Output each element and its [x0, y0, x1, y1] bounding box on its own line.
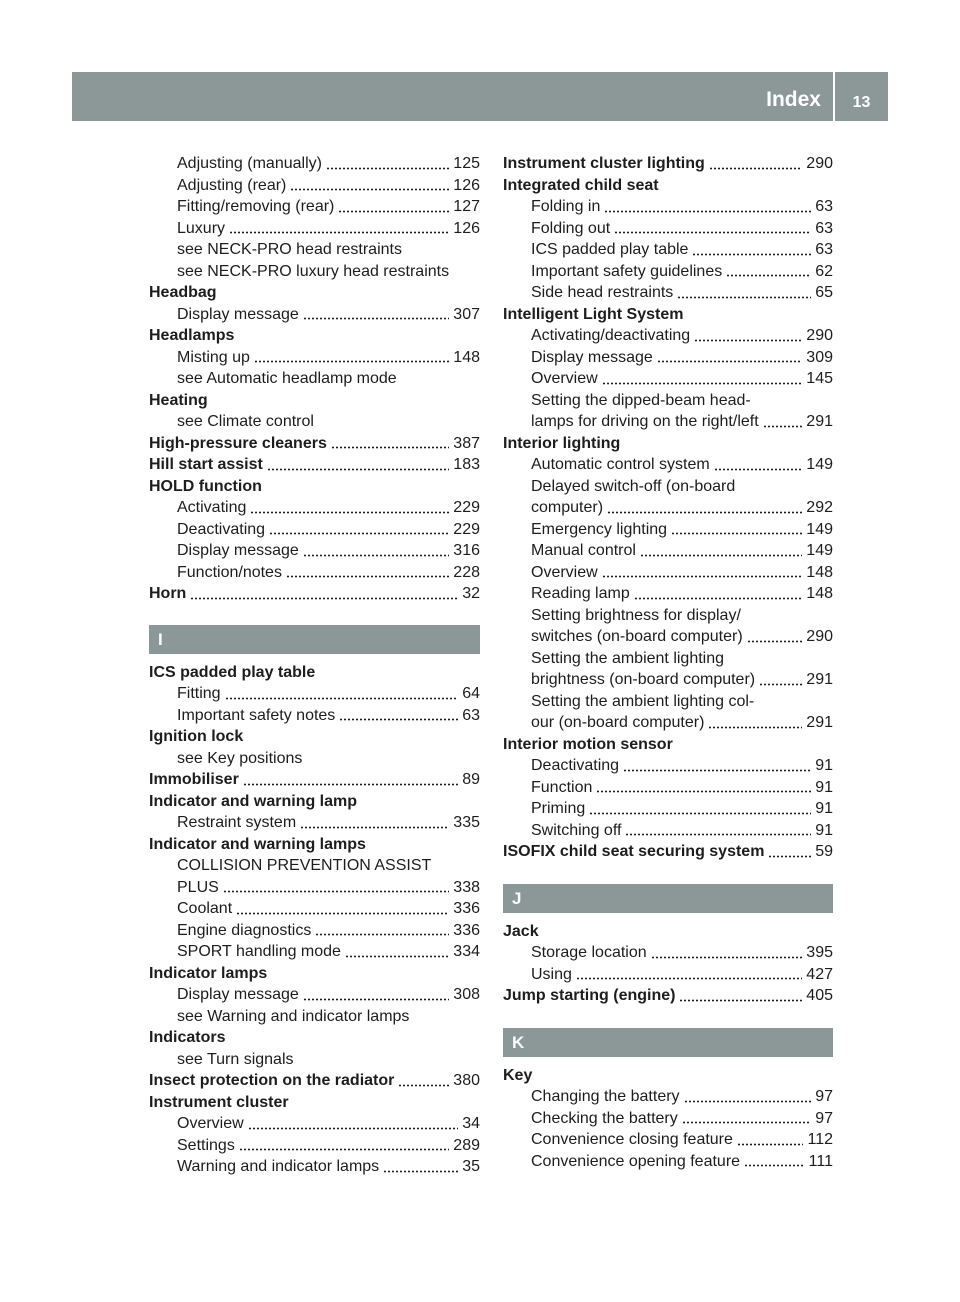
index-heading[interactable]: [149, 433, 480, 455]
page-reference[interactable]: 112: [807, 1131, 833, 1148]
page-reference[interactable]: 59: [815, 843, 833, 860]
dot-leader: [640, 554, 802, 557]
page-reference[interactable]: 338: [453, 878, 480, 896]
entry-text: Using: [531, 965, 572, 983]
entry-text: Indicator and warning lamps: [149, 835, 366, 853]
page-reference[interactable]: 97: [815, 1088, 833, 1105]
entry-text: Important safety notes: [177, 706, 336, 724]
index-subentry[interactable]: [503, 454, 833, 476]
index-subentry[interactable]: [149, 683, 480, 705]
dot-leader: [625, 833, 811, 836]
index-heading: [149, 1027, 480, 1049]
entry-text: Setting the dipped-beam head-: [531, 391, 751, 409]
page-reference[interactable]: 380: [453, 1072, 480, 1089]
dot-leader: [576, 977, 802, 980]
entry-text: ICS padded play table: [149, 663, 316, 681]
page-reference[interactable]: 292: [806, 499, 833, 516]
dot-leader: [692, 253, 811, 256]
index-subentry[interactable]: [149, 812, 480, 834]
dot-leader: [254, 360, 449, 363]
index-column-left: [149, 153, 480, 1178]
page-reference[interactable]: 111: [808, 1152, 833, 1170]
page-reference[interactable]: 127: [453, 198, 480, 215]
index-subentry[interactable]: [149, 519, 480, 541]
index-subentry[interactable]: [149, 497, 480, 519]
dot-leader: [677, 296, 811, 299]
page-reference[interactable]: 97: [815, 1109, 833, 1127]
page-reference[interactable]: 149: [806, 456, 833, 473]
page-reference[interactable]: 32: [462, 585, 480, 602]
page-reference[interactable]: 63: [815, 198, 833, 215]
page-reference[interactable]: 89: [462, 771, 480, 788]
entry-text: Jump starting (engine): [503, 987, 676, 1004]
dot-leader: [596, 790, 811, 793]
index-subentry[interactable]: [149, 920, 480, 942]
dot-leader: [657, 360, 802, 363]
index-subentry[interactable]: [149, 562, 480, 584]
index-subentry[interactable]: [503, 583, 833, 605]
entry-text: Interior lighting: [503, 434, 621, 452]
index-heading[interactable]: [149, 583, 480, 605]
entry-text: Activating/deactivating: [531, 327, 691, 344]
index-heading: [503, 921, 833, 943]
index-subentry[interactable]: [503, 1086, 833, 1108]
entry-text: Misting up: [177, 348, 250, 366]
index-heading[interactable]: [149, 1070, 480, 1092]
entry-text: see NECK-PRO luxury head restraints: [177, 262, 450, 280]
index-subentry: [149, 1006, 480, 1028]
index-heading[interactable]: [503, 985, 833, 1007]
entry-text: Fitting/removing (rear): [177, 198, 335, 215]
index-subentry[interactable]: [503, 755, 833, 777]
index-heading: [149, 834, 480, 856]
index-subentry: [503, 648, 833, 670]
page-reference[interactable]: 289: [453, 1136, 480, 1154]
entry-text: Fitting: [177, 685, 221, 702]
dot-leader: [682, 1121, 811, 1124]
letter-section-j: J: [503, 884, 833, 913]
index-subentry[interactable]: [503, 798, 833, 820]
index-heading: [503, 734, 833, 756]
index-subentry[interactable]: [503, 497, 833, 519]
index-heading: [149, 325, 480, 347]
page-reference[interactable]: 148: [806, 563, 833, 581]
page-reference[interactable]: 35: [462, 1158, 480, 1175]
entry-text: Switching off: [531, 821, 622, 839]
index-subentry[interactable]: [149, 304, 480, 326]
entry-text: Restraint system: [177, 814, 297, 831]
entry-text: ISOFIX child seat securing system: [503, 843, 765, 860]
entry-text: Interior motion sensor: [503, 735, 673, 753]
entry-text: Indicator lamps: [149, 964, 268, 982]
entry-text: Coolant: [177, 900, 233, 917]
page-reference[interactable]: 91: [815, 757, 833, 774]
index-subentry[interactable]: [149, 1113, 480, 1135]
index-heading[interactable]: [503, 841, 833, 863]
entry-text: Folding in: [531, 198, 601, 215]
index-subentry[interactable]: [149, 196, 480, 218]
index-subentry[interactable]: [149, 347, 480, 369]
page-reference[interactable]: 336: [453, 900, 480, 917]
page-reference[interactable]: 149: [806, 542, 833, 559]
entry-text: ICS padded play table: [531, 241, 689, 258]
page-reference[interactable]: 34: [462, 1115, 480, 1132]
dot-leader: [339, 718, 458, 721]
entry-text: see Key positions: [177, 749, 303, 767]
entry-text: Luxury: [177, 219, 226, 237]
page-reference[interactable]: 91: [815, 800, 833, 817]
entry-text: Setting brightness for display/: [531, 606, 741, 624]
dot-leader: [763, 425, 803, 428]
page-reference[interactable]: 229: [453, 520, 480, 538]
dot-leader: [747, 640, 803, 643]
entry-text: Deactivating: [531, 757, 620, 774]
index-subentry[interactable]: [503, 1129, 833, 1151]
page-reference[interactable]: 63: [815, 219, 833, 237]
entry-text: Manual control: [531, 542, 636, 559]
index-heading: [149, 390, 480, 412]
index-subentry: [503, 605, 833, 627]
entry-text: Horn: [149, 585, 187, 602]
page-reference[interactable]: 308: [453, 986, 480, 1003]
dot-leader: [229, 231, 449, 234]
entry-text: computer): [531, 499, 604, 516]
index-heading[interactable]: [149, 769, 480, 791]
page-reference[interactable]: 405: [806, 987, 833, 1004]
dot-leader: [331, 446, 449, 449]
index-subentry[interactable]: [503, 218, 833, 240]
index-subentry[interactable]: [503, 325, 833, 347]
page-reference[interactable]: 125: [453, 155, 480, 172]
dot-leader: [768, 855, 811, 858]
dot-leader: [250, 511, 449, 514]
index-subentry[interactable]: [149, 1135, 480, 1157]
index-subentry[interactable]: [503, 942, 833, 964]
entry-text: Heating: [149, 391, 208, 409]
page-number: 13: [852, 94, 871, 111]
page-reference[interactable]: 126: [453, 219, 480, 237]
dot-leader: [190, 597, 458, 600]
dot-leader: [243, 783, 458, 786]
entry-text: Display message: [177, 542, 299, 559]
entry-text: Overview: [177, 1115, 244, 1132]
index-heading: [503, 1065, 833, 1087]
index-subentry: [149, 368, 480, 390]
index-subentry[interactable]: [149, 175, 480, 197]
dot-leader: [679, 999, 802, 1002]
index-subentry[interactable]: [503, 347, 833, 369]
page-reference[interactable]: 387: [453, 434, 480, 452]
entry-text: Delayed switch-off (on-board: [531, 477, 736, 495]
entry-text: Changing the battery: [531, 1088, 680, 1105]
entry-text: Instrument cluster: [149, 1093, 289, 1111]
page-header: [72, 72, 888, 121]
page-reference[interactable]: 290: [806, 155, 833, 172]
index-subentry: [503, 390, 833, 412]
page-reference[interactable]: 91: [815, 821, 833, 839]
dot-leader: [604, 210, 811, 213]
index-subentry: [149, 411, 480, 433]
page-reference[interactable]: 395: [806, 944, 833, 961]
entry-text: Emergency lighting: [531, 520, 668, 538]
index-subentry[interactable]: [503, 1108, 833, 1130]
index-subentry[interactable]: [149, 984, 480, 1006]
index-subentry[interactable]: [503, 777, 833, 799]
dot-leader: [602, 382, 803, 385]
letter-section-i: I: [149, 625, 480, 654]
entry-text: Key: [503, 1066, 533, 1084]
entry-text: Instrument cluster lighting: [503, 155, 705, 172]
entry-text: Side head restraints: [531, 284, 674, 301]
index-subentry[interactable]: [503, 282, 833, 304]
dot-leader: [225, 697, 459, 700]
dot-leader: [694, 339, 802, 342]
section-title: Index: [766, 88, 821, 111]
entry-text: Adjusting (rear): [177, 176, 287, 194]
dot-leader: [286, 575, 449, 578]
entry-text: Engine diagnostics: [177, 921, 312, 939]
page-reference[interactable]: 290: [806, 628, 833, 645]
index-subentry[interactable]: [149, 898, 480, 920]
dot-leader: [589, 812, 811, 815]
entry-text: Automatic control system: [531, 456, 710, 473]
entry-text: Function: [531, 778, 593, 796]
page-reference[interactable]: 291: [806, 714, 833, 731]
entry-text: Immobiliser: [149, 771, 239, 788]
index-column-right: [503, 153, 833, 1172]
entry-text: Intelligent Light System: [503, 305, 684, 323]
entry-text: Function/notes: [177, 563, 282, 581]
page-reference[interactable]: 427: [806, 965, 833, 983]
index-subentry[interactable]: [503, 368, 833, 390]
index-subentry[interactable]: [503, 196, 833, 218]
dot-leader: [744, 1164, 805, 1167]
page-reference[interactable]: 228: [453, 563, 480, 581]
entry-text: Reading lamp: [531, 585, 630, 602]
index-subentry[interactable]: [503, 1151, 833, 1173]
page-reference[interactable]: 126: [453, 176, 480, 194]
page-reference[interactable]: 183: [453, 456, 480, 473]
entry-text: our (on-board computer): [531, 714, 705, 731]
index-heading: [503, 304, 833, 326]
page-reference[interactable]: 149: [806, 520, 833, 538]
dot-leader: [290, 188, 449, 191]
index-subentry[interactable]: [149, 153, 480, 175]
index-subentry: [149, 1049, 480, 1071]
entry-text: Headbag: [149, 284, 217, 301]
entry-text: Priming: [531, 800, 586, 817]
dot-leader: [239, 1148, 449, 1151]
page-reference[interactable]: 291: [806, 413, 833, 430]
page-reference[interactable]: 64: [462, 685, 480, 702]
entry-text: PLUS: [177, 878, 219, 896]
index-subentry[interactable]: [503, 540, 833, 562]
index-subentry[interactable]: [149, 218, 480, 240]
page-reference[interactable]: 334: [453, 943, 480, 960]
dot-leader: [709, 167, 803, 170]
entry-text: switches (on-board computer): [531, 628, 743, 645]
page-reference[interactable]: 291: [806, 671, 833, 688]
index-subentry[interactable]: [503, 669, 833, 691]
index-subentry: [503, 691, 833, 713]
dot-leader: [398, 1084, 449, 1087]
index-subentry[interactable]: [503, 712, 833, 734]
dot-leader: [737, 1143, 804, 1146]
index-heading: [149, 662, 480, 684]
index-subentry[interactable]: [149, 540, 480, 562]
index-subentry[interactable]: [503, 820, 833, 842]
index-heading: [149, 791, 480, 813]
entry-text: Indicator and warning lamp: [149, 792, 358, 810]
entry-text: Ignition lock: [149, 728, 244, 745]
page-reference[interactable]: 290: [806, 327, 833, 344]
entry-text: see Automatic headlamp mode: [177, 370, 397, 387]
dot-leader: [269, 532, 449, 535]
dot-leader: [345, 955, 449, 958]
index-subentry[interactable]: [149, 1156, 480, 1178]
entry-text: Adjusting (manually): [177, 155, 322, 172]
index-subentry: [149, 239, 480, 261]
entry-text: brightness (on-board computer): [531, 671, 756, 688]
entry-text: see Climate control: [177, 413, 314, 430]
entry-text: Display message: [531, 348, 653, 366]
index-subentry[interactable]: [149, 941, 480, 963]
index-subentry[interactable]: [503, 626, 833, 648]
dot-leader: [303, 317, 449, 320]
entry-text: Storage location: [531, 944, 647, 961]
index-heading[interactable]: [503, 153, 833, 175]
page-reference[interactable]: 307: [453, 305, 480, 323]
entry-text: Folding out: [531, 219, 611, 237]
index-subentry[interactable]: [503, 261, 833, 283]
index-subentry[interactable]: [503, 562, 833, 584]
entry-text: Indicators: [149, 1029, 226, 1046]
index-subentry: [503, 476, 833, 498]
dot-leader: [383, 1170, 458, 1173]
page-reference[interactable]: 91: [815, 778, 833, 796]
entry-text: Display message: [177, 986, 299, 1003]
dot-leader: [634, 597, 803, 600]
page-reference[interactable]: 316: [453, 542, 480, 559]
entry-text: Deactivating: [177, 520, 266, 538]
dot-leader: [714, 468, 803, 471]
entry-text: Overview: [531, 370, 598, 387]
dot-leader: [759, 683, 802, 686]
entry-text: Convenience closing feature: [531, 1131, 733, 1148]
entry-text: see NECK-PRO head restraints: [177, 241, 402, 258]
dot-leader: [651, 956, 803, 959]
dot-leader: [671, 532, 802, 535]
page-reference[interactable]: 229: [453, 499, 480, 516]
dot-leader: [602, 575, 803, 578]
index-subentry[interactable]: [149, 705, 480, 727]
dot-leader: [223, 890, 450, 893]
dot-leader: [303, 554, 449, 557]
index-subentry[interactable]: [503, 239, 833, 261]
dot-leader: [684, 1100, 812, 1103]
index-heading: [503, 433, 833, 455]
index-subentry[interactable]: [503, 411, 833, 433]
entry-text: Settings: [177, 1136, 235, 1154]
dot-leader: [326, 167, 449, 170]
index-subentry: [149, 261, 480, 283]
index-heading: [149, 963, 480, 985]
entry-text: COLLISION PREVENTION ASSIST: [177, 857, 432, 874]
index-subentry[interactable]: [503, 519, 833, 541]
entry-text: lamps for driving on the right/left: [531, 413, 759, 430]
dot-leader: [315, 933, 449, 936]
dot-leader: [614, 231, 811, 234]
page-reference[interactable]: 62: [815, 262, 833, 280]
entry-text: HOLD function: [149, 477, 262, 495]
entry-text: Checking the battery: [531, 1109, 678, 1127]
page-reference[interactable]: 148: [453, 348, 480, 366]
index-subentry: [149, 748, 480, 770]
dot-leader: [607, 511, 802, 514]
entry-text: Setting the ambient lighting col-: [531, 692, 755, 710]
entry-text: Jack: [503, 922, 539, 940]
index-heading: [149, 282, 480, 304]
entry-text: Insect protection on the radiator: [149, 1072, 395, 1089]
entry-text: Important safety guidelines: [531, 262, 723, 280]
entry-text: SPORT handling mode: [177, 943, 341, 960]
dot-leader: [623, 769, 811, 772]
index-heading: [503, 175, 833, 197]
index-heading[interactable]: [149, 454, 480, 476]
entry-text: see Warning and indicator lamps: [177, 1007, 410, 1025]
entry-text: Setting the ambient lighting: [531, 649, 725, 667]
entry-text: Activating: [177, 499, 247, 516]
page-reference[interactable]: 145: [806, 370, 833, 387]
page-reference[interactable]: 335: [453, 814, 480, 831]
page-reference[interactable]: 309: [806, 348, 833, 366]
index-subentry[interactable]: [149, 877, 480, 899]
dot-leader: [708, 726, 802, 729]
entry-text: Integrated child seat: [503, 176, 659, 194]
page-reference[interactable]: 65: [815, 284, 833, 301]
entry-text: Hill start assist: [149, 456, 263, 473]
index-heading: [149, 1092, 480, 1114]
dot-leader: [338, 210, 449, 213]
index-subentry: [149, 855, 480, 877]
entry-text: Convenience opening feature: [531, 1152, 741, 1170]
entry-text: Overview: [531, 563, 598, 581]
dot-leader: [303, 998, 449, 1001]
index-subentry[interactable]: [503, 964, 833, 986]
entry-text: Headlamps: [149, 327, 235, 344]
dot-leader: [236, 912, 449, 915]
page-reference[interactable]: 148: [806, 585, 833, 602]
letter-section-k: K: [503, 1028, 833, 1057]
dot-leader: [300, 826, 449, 829]
page-reference[interactable]: 336: [453, 921, 480, 939]
dot-leader: [726, 274, 811, 277]
dot-leader: [248, 1127, 459, 1130]
page-reference[interactable]: 63: [462, 706, 480, 724]
page-reference[interactable]: 63: [815, 241, 833, 258]
entry-text: High-pressure cleaners: [149, 434, 327, 452]
index-heading: [149, 726, 480, 748]
dot-leader: [267, 468, 449, 471]
entry-text: see Turn signals: [177, 1050, 294, 1068]
index-heading: [149, 476, 480, 498]
entry-text: Warning and indicator lamps: [177, 1158, 380, 1175]
entry-text: Display message: [177, 305, 299, 323]
